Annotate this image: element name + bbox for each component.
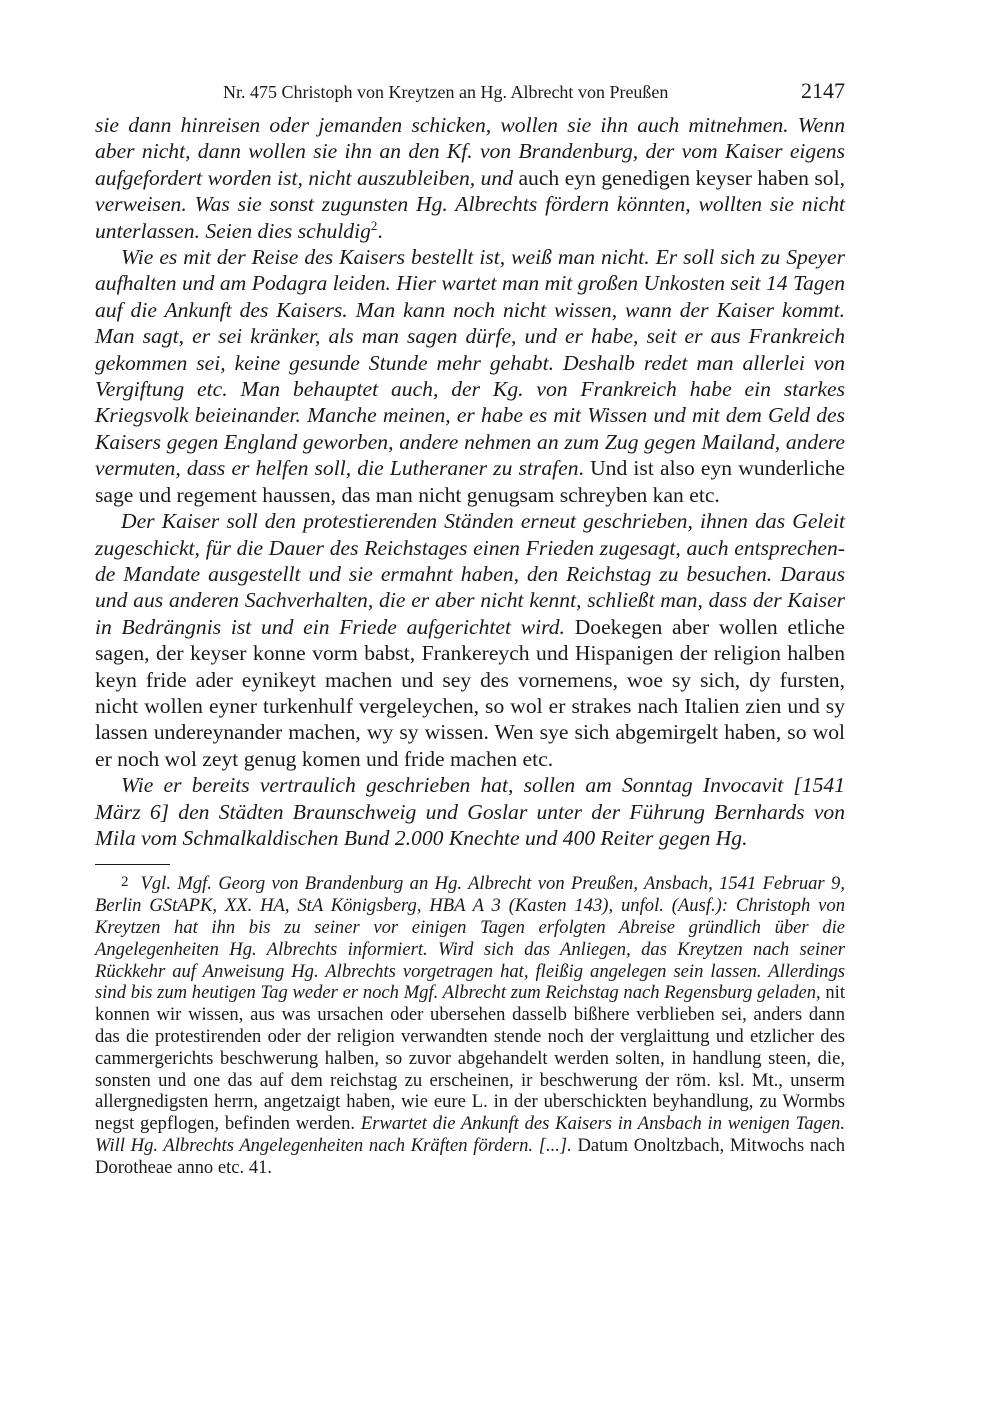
footnote-2 [95, 872, 845, 1178]
running-title: Nr. 475 Christoph von Kreytzen an Hg. Albrecht von Preußen [223, 82, 669, 102]
paragraph-4 [95, 772, 845, 851]
paragraph-1-quote: auch eyn genedigen keyser haben sol, [513, 165, 845, 190]
paragraph-1-summary-cont: verweisen. Was sie sonst zugunsten Hg. Albrechts fördern könnten, wollten sie nicht unterlassen. Seien dies schuldig [95, 192, 845, 243]
paragraph-1-summary: sie dann hinreisen oder jemanden schicken, wollen sie ihn auch mitnehmen. Wenn aber nicht, dann wollen sie ihn an den Kf. von Brandenburg, der vom Kaiser eigens aufgefordert worden ist, nicht auszubleiben, und [95, 113, 845, 190]
paragraph-1 [95, 112, 845, 244]
paragraph-2-summary: Wie es mit der Reise des Kaisers bestellt ist, weiß man nicht. Er soll sich zu Speyer aufhalten und am Podagra leiden. Hier wartet man mit großen Unkosten seit 14 Tagen auf die Ankunft des Kaisers. Man kann noch nicht wissen, wann der Kaiser kommt. Man sagt, er sei kränker, als man sagen dürfe, und er habe, seit er aus Frankreich gekommen sei, keine gesunde Stunde mehr gehabt. Deshalb redet man allerlei von Vergiftung etc. Man behauptet auch, der Kg. von Frankreich habe ein starkes Kriegsvolk beieinander. Manche meinen, er habe es mit Wissen und mit dem Geld des Kaisers gegen England geworben, andere nehmen an zum Zug gegen Mailand, andere vermuten, dass er helfen soll, die Lutheraner zu strafen [95, 245, 845, 481]
footnote-quote: , nit konnen wir wissen, aus was ursachen oder ubersehen dasselb bißhere verblieben sei, anders dann das die protestirenden oder der religion verwandten stende noch der verglaittung und etzlicher des cammergerichts beschwerung halben, so zuvor abgehandelt werden solten, in handlung steen, die, sonsten und one das auf dem reichstag zu erscheinen, ir beschwerung der röm. ksl. Mt., unserm allergnedigsten herrn, angetzaigt haben, wie eure L. in der uberschickten beyhandlung, zu Wormbs negst gepflogen, befinden werden. [95, 982, 845, 1135]
paragraph-4-summary: Wie er bereits vertraulich geschrieben hat, sollen am Sonntag Invocavit [1541 März 6] den Städten Braunschweig und Goslar unter der Führung Bernhards von Mila vom Schmalkaldischen Bund 2.000 Knechte und 400 Reiter gegen Hg. [95, 773, 845, 850]
footnote-summary-cont: Erwartet die Ankunft des Kaisers in Ansbach in wenigen Tagen. Will Hg. Albrechts Angelegenheiten nach Kräften fördern. [...]. [95, 1113, 845, 1156]
paragraph-3-summary: Der Kaiser soll den protestierenden Ständen erneut geschrieben, ihnen das Geleit zugeschickt, für die Dauer des Reichstages einen Frieden zugesagt, auch entsprechende Mandate ausgestellt und sie ermahnt haben, den Reichstag zu besuchen. Daraus und aus anderen Sachverhalten, die er aber nicht kennt, schließt man, dass der Kaiser in Bedrängnis ist und ein Friede aufgerichtet wird. [95, 509, 845, 639]
footnote-summary: Vgl. Mgf. Georg von Brandenburg an Hg. Albrecht von Preußen, Ansbach, 1541 Februar 9, Berlin GStAPK, XX. HA, StA Königsberg, HBA A 3 (Kasten 143), unfol. (Ausf.): Christoph von Kreytzen hat ihn bis zu seiner vor einigen Tagen erfolgten Abreise gründlich über die Angelegenheiten Hg. Albrechts informiert. Wird sich das Anliegen, das Kreytzen nach seiner Rückkehr auf Anweisung Hg. Albrechts vorgetragen hat, fleißig angelegen sein lassen. Allerdings sind bis zum heutigen Tag weder er noch Mgf. Albrecht zum Reichstag nach Regensburg geladen [95, 873, 845, 1004]
paragraph-2-quote: . Und ist also eyn wunderliche sage und regement haussen, das man nicht genugsam schreyben kan etc. [95, 456, 845, 507]
main-text [95, 112, 845, 851]
footnote-rule [95, 864, 170, 865]
footnote-reference[interactable]: 2 [370, 217, 378, 233]
paragraph-2 [95, 244, 845, 508]
paragraph-3-quote: Doekegen aber wollen etliche sagen, der keyser konne vorm babst, Frankereych und Hispanigen der religion halben keyn fride ader eynikeyt machen und sey des vornemens, woe sy sich, dy fursten, nicht wollen eyner turkenhulf vergeleychen, so wol er strakes nach Italien zien und sy lassen undereynander machen, wy sy wissen. Wen sye sich abgemirgelt haben, so wol er noch wol zeyt genug komen und fride machen etc. [95, 614, 845, 771]
running-head [95, 78, 845, 112]
document-page [95, 78, 845, 1179]
page-number: 2147 [801, 78, 845, 103]
footnote-number: 2 [121, 874, 129, 891]
footnote-dating: Datum Onoltzbach, Mitwochs nach Dorotheae anno etc. 41. [95, 1134, 846, 1178]
paragraph-1-end: . [377, 218, 383, 243]
paragraph-3 [95, 508, 845, 772]
